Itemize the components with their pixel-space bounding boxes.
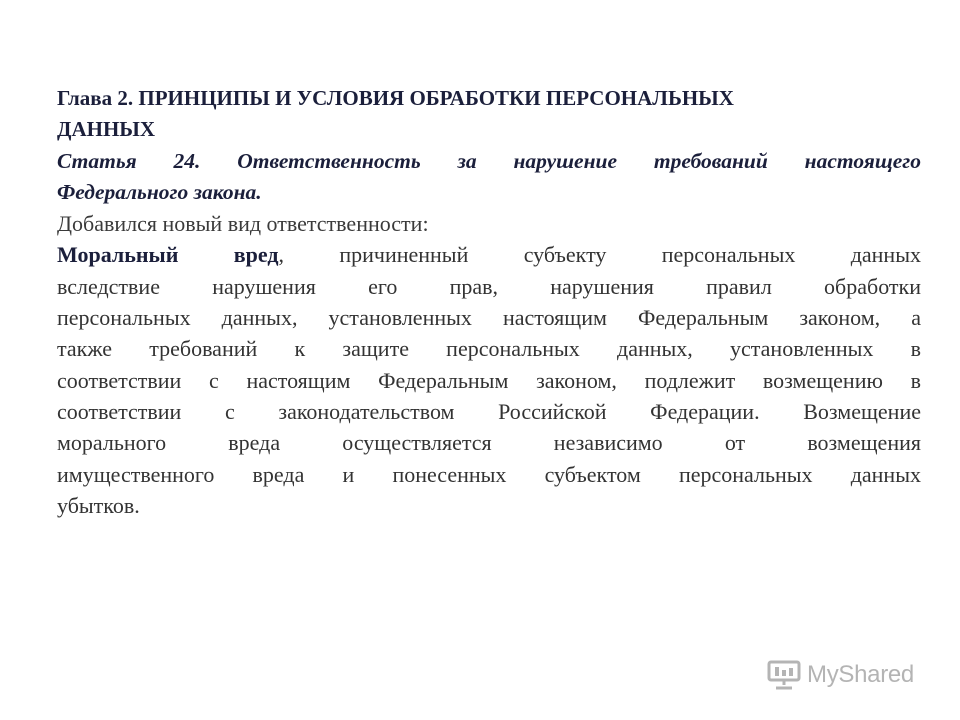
article-heading-line-1: Статья 24. Ответственность за нарушение требований настоящего [57, 148, 921, 173]
intro-text: Добавился новый вид ответственности: [57, 211, 429, 237]
body-line-2: вследствие нарушения его прав, нарушения правил обработки [57, 273, 921, 299]
chapter-heading-line-2: ДАННЫХ [57, 117, 156, 142]
body-line-1-rest: , причиненный субъекту персональных данных [278, 242, 921, 268]
body-line-9: убытков. [57, 492, 140, 518]
moral-harm-term: Моральный вред [57, 242, 279, 268]
body-line-6: соответствии с законодательством Российской Федерации. Возмещение [57, 398, 921, 424]
body-line-1 [57, 239, 921, 270]
presentation-screen-icon [767, 659, 801, 691]
article-heading-line-2: Федерального закона. [57, 179, 262, 204]
chapter-heading-line-1: Глава 2. ПРИНЦИПЫ И УСЛОВИЯ ОБРАБОТКИ ПЕРСОНАЛЬНЫХ [57, 86, 734, 110]
body-line-7: морального вреда осуществляется независимо от возмещения [57, 430, 921, 456]
body-line-4: также требований к защите персональных данных, установленных в [57, 336, 921, 362]
slide-content [57, 83, 921, 521]
body-line-5: соответствии с настоящим Федеральным законом, подлежит возмещению в [57, 367, 921, 393]
body-line-8: имущественного вреда и понесенных субъектом персональных данных [57, 461, 921, 487]
body-line-3: персональных данных, установленных настоящим Федеральным законом, а [57, 305, 921, 331]
watermark-text: MyShared [807, 661, 914, 688]
myshared-watermark[interactable] [767, 657, 927, 693]
